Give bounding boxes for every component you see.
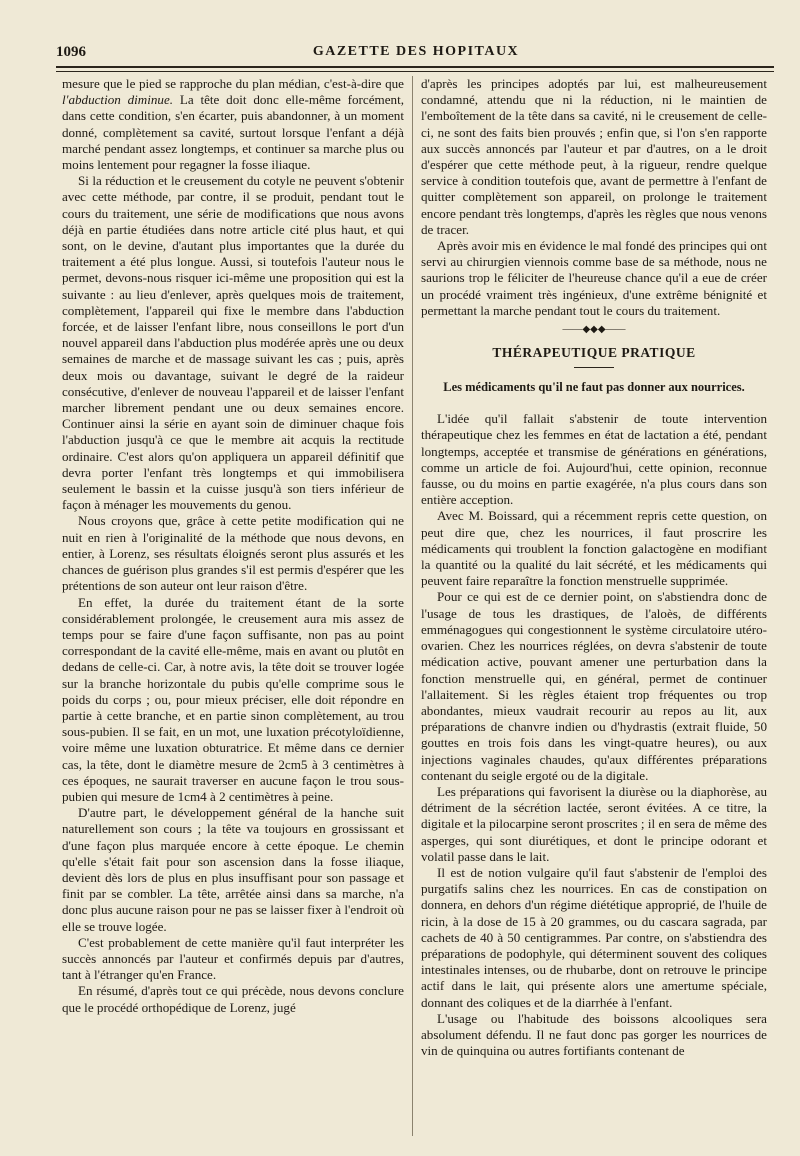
article-title: Les médicaments qu'il ne faut pas donner aux nourrices. — [443, 380, 745, 395]
right-paragraph-6: Les préparations qui favorisent la diurèse ou la diaphorèse, au détriment de la sécrétion lactée, seront évitées. A ce titre, la digitale et la pilocarpine seront proscrites ; il en sera de même des asperges, qui sont diurétiques, et dont le principe odorant et volatil passe dans le lait. — [421, 783, 767, 864]
running-title: GAZETTE DES HOPITAUX — [312, 44, 520, 59]
right-paragraph-5: Pour ce qui est de ce dernier point, on s'abstiendra donc de l'usage de tous les drastiques, de l'aloès, de différents emménagogues qui congestionnent le système circulatoire utéro-ovarien. Chez les nourrices réglées, on devra s'abstenir de toute médication active, pouvant amener une perturbation dans la fonction menstruelle qui, en général, permet de continuer l'allaitement. Si les règles étaient trop fréquentes ou trop abondantes, mieux vaudrait recourir au repos au lit, aux préparations de chanvre indien ou d'hydrastis (extrait fluide, 50 gouttes en trois fois dans les vingt-quatre heures), ou aux injections vaginales chaudes, qu'aux différentes préparations contenant du seigle ergoté ou de la digitale. — [421, 589, 767, 783]
page-number: 1096 — [56, 44, 86, 60]
left-paragraph-3: Nous croyons que, grâce à cette petite modification qui ne nuit en rien à l'originalité de la méthode que nous devons, en entier, à Lorenz, ses résultats éloignés seront plus assurés et les chances de guérison plus grandes s'il est permis d'espérer que les prétentions de son auteur ont leur raison d'être. — [62, 513, 404, 594]
section-title: THÉRAPEUTIQUE PRATIQUE — [492, 345, 696, 361]
left-paragraph-6: C'est probablement de cette manière qu'il faut interpréter les succès annoncés par l'auteur et confirmés depuis par d'autres, tant à l'étranger qu'en France. — [62, 934, 404, 983]
right-paragraph-2: Après avoir mis en évidence le mal fondé des principes qui ont servi au chirurgien viennois comme base de sa méthode, nous ne saurions trop le féliciter de l'heureuse chance qu'il a eue de créer un procédé vraiment très ingénieux, d'une extrême bénignité et permettant la marche pendant tout le cours du traitement. — [421, 238, 767, 318]
right-paragraph-8: L'usage ou l'habitude des boissons alcooliques sera absolument défendu. Il ne faut donc pas gorger les nourrices de vin de quinquina ou autres fortifiants contenant de — [421, 1010, 767, 1059]
section-rule — [574, 367, 614, 368]
left-paragraph-7: En résumé, d'après tout ce qui précède, nous devons conclure que le procédé orthopédique de Lorenz, jugé — [62, 983, 404, 1015]
left-paragraph-5: D'autre part, le développement général de la hanche suit naturellement son cours ; la tête va toujours en grossissant et d'une façon plus marquée encore à cette époque. Le chemin qu'elle s'était fait pour son ascension dans la fosse iliaque, devient dès lors de plus en plus insuffisant pour son passage et finit par se combler. La tête, arrêtée ainsi dans sa marche, n'a donc plus aucune raison pour ne pas se laisser fixer à l'endroit où elle se trouve logée. — [62, 805, 404, 934]
left-paragraph-1 — [62, 76, 404, 173]
left-column — [62, 76, 404, 1016]
left-p1-italic: l'abduction diminue. — [62, 92, 174, 108]
section-ornament: ——◆◆◆—— — [562, 324, 626, 336]
column-divider — [412, 76, 413, 1136]
left-paragraph-2: Si la réduction et le creusement du cotyle ne peuvent s'obtenir avec cette méthode, par contre, il se produit, pendant tout le cours du traitement, une série de modifications que nous avons déjà en partie étudiées dans notre article cité plus haut, et qui sont, on le devine, d'autant plus importantes que la durée du traitement a été plus longue. Aussi, si toutefois l'auteur nous le permet, devons-nous risquer ici-même une proposition qui est la suivante : au lieu d'enlever, après quelques mois de traitement, complètement, l'appareil qui fixe le membre dans l'abduction forcée, et de laisser l'enfant libre, nous conseillons le port d'un nouvel appareil dans l'abduction plus modérée après une ou deux semaines de marche et de massage suivant les cas ; puis, après deux mois ou davantage, suivant le degré de la raideur consécutive, d'enlever de nouveau l'appareil et de laisser l'enfant marcher librement pendant une ou deux semaines encore. Continuer ainsi la série en ayant soin de diminuer chaque fois l'abduction jusqu'à ce que le membre ait acquis la rectitude ordinaire. C'est alors qu'on appliquera un appareil définitif que devra porter l'enfant très longtemps et qui immobilisera seulement le bassin et la cuisse jusqu'à son tiers inférieur de façon à ménager les mouvements du genou. — [62, 173, 404, 513]
left-p1-rest: La tête doit donc elle-même forcément, dans cette condition, s'en écarter, puis abandonner, à un moment donné, complètement sa cavité, surtout lorsque l'enfant a déjà marché pendant assez longtemps, et continuer sa marche plus ou moins lentement pour regagner la fosse iliaque. — [62, 92, 404, 173]
right-paragraph-1: d'après les principes adoptés par lui, est malheureusement condamné, attendu que ni la réduction, ni le maintien de l'emboîtement de la tête dans sa cavité, ni le creusement de celle-ci, ne sont des faits bien prouvés ; enfin que, si l'on s'en rapporte aux succès annoncés par l'auteur et par d'autres, on a le droit d'espérer que cette méthode peut, à la rigueur, rendre quelque service à condition toutefois que, avant de permettre à l'enfant de quitter complètement son appareil, on prolonge le traitement encore pendant très longtemps, d'après les règles que nous venons de tracer. — [421, 76, 767, 237]
right-paragraph-3: L'idée qu'il fallait s'abstenir de toute intervention thérapeutique chez les femmes en état de lactation a été, pendant longtemps, acceptée et transmise de générations en générations, comme un article de foi. Aujourd'hui, cette opinion, reconnue fausse, ou du moins en partie exagérée, n'a plus cours dans son entière acception. — [421, 411, 767, 508]
left-p1-text: mesure que le pied se rapproche du plan médian, c'est-à-dire que — [62, 76, 404, 91]
page-header — [56, 44, 776, 66]
left-paragraph-4: En effet, la durée du traitement étant de la sorte considérablement prolongée, le creusement aura mis assez de temps pour se faire d'une façon suffisante, non pas au point correspondant de la cavité elle-même, mais en avant ou plutôt en dedans de celle-ci. Car, à notre avis, la tête doit se trouver logée sur la branche horizontale du pubis qu'elle comprime sous le poids du corps ; ou, pour mieux préciser, elle doit répondre en partie à cette branche, et en partie sinon complètement, au trou sous-pubien. Il se fait, en un mot, une luxation précotyloïdienne, voire même une luxation obturatrice. Et même dans ce dernier cas, la tête, dont le diamètre mesure de 2cm5 à 3 centimètres à ces époques, ne saurait traverser en aucune façon le trou sous-pubien qui mesure de 1cm4 à 2 centimètres à peine. — [62, 594, 404, 804]
right-paragraph-4: Avec M. Boissard, qui a récemment repris cette question, on peut dire que, chez les nourrices, il faut proscrire les médicaments qui troublent la fonction galactogène en modifiant la quantité ou la qualité du lait sécrété, et les médicaments qui peuvent faire reparaître la fonction menstruelle supprimée. — [421, 508, 767, 589]
right-column — [421, 76, 767, 1059]
header-rule — [56, 66, 774, 72]
right-paragraph-7: Il est de notion vulgaire qu'il faut s'abstenir de l'emploi des purgatifs salins chez les nourrices. En cas de constipation on donnera, en dehors d'un régime diététique approprié, de l'huile de ricin, à la dose de 15 à 20 grammes, ou du cascara sagrada, par cachets de 40 à 50 centigrammes. Par contre, on s'abstiendra des préparations de podophyle, qui déterminent souvent des coliques intestinales intenses, ou de rhubarbe, dont on retrouve le principe actif dans le lait, qui présente alors une amertume spéciale, donnant des coliques et de la diarrhée à l'enfant. — [421, 864, 767, 1010]
